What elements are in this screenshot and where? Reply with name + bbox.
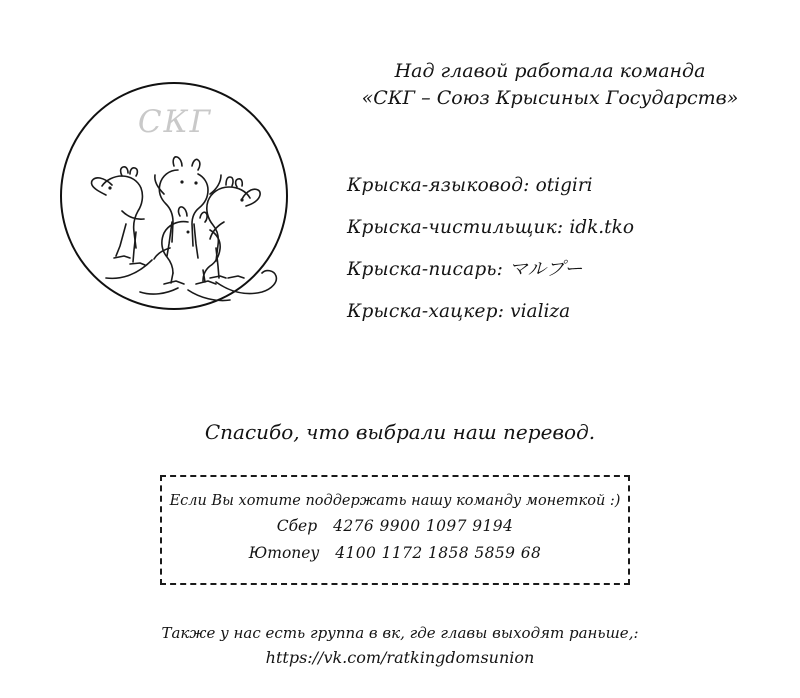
- logo-monogram: СКГ: [137, 104, 213, 140]
- logo: [60, 82, 290, 312]
- credit-role-label: Крыска-хацкер:: [347, 301, 505, 322]
- credits-heading-line-2: «СКГ – Союз Крысиных Государств»: [361, 87, 739, 109]
- credit-role-value: otigiri: [535, 175, 593, 196]
- donate-row: [162, 513, 628, 540]
- credits-roles-list: [347, 165, 777, 333]
- credit-row: [347, 165, 777, 207]
- donate-provider-label: Сбер: [276, 517, 318, 535]
- donate-row: [162, 540, 628, 567]
- donate-box: [160, 475, 630, 585]
- credit-role-value: vializa: [510, 301, 571, 322]
- credits-heading: [330, 58, 770, 112]
- credit-role-value: idk.tko: [569, 217, 634, 238]
- footer-note: Также у нас есть группа в вк, где главы выходят раньше,:: [161, 624, 639, 642]
- donate-card-number: 4100 1172 1858 5859 68: [335, 544, 542, 562]
- credit-role-value: マルプー: [509, 259, 583, 280]
- vk-group-link[interactable]: https://vk.com/ratkingdomsunion: [265, 648, 535, 667]
- credit-role-label: Крыска-писарь:: [347, 259, 504, 280]
- credit-role-label: Крыска-чистильщик:: [347, 217, 564, 238]
- donate-heading: Если Вы хотите поддержать нашу команду монеткой :): [169, 493, 621, 509]
- credit-row: [347, 249, 777, 291]
- credit-row: [347, 207, 777, 249]
- thanks-message: Спасибо, что выбрали наш перевод.: [204, 420, 596, 444]
- credit-role-label: Крыска-языковод:: [347, 175, 530, 196]
- donate-card-number: 4276 9900 1097 9194: [333, 517, 514, 535]
- donate-provider-label: Юmoney: [248, 544, 320, 562]
- credit-row: [347, 291, 777, 333]
- credits-heading-line-1: Над главой работала команда: [394, 60, 706, 82]
- footer: [0, 618, 800, 667]
